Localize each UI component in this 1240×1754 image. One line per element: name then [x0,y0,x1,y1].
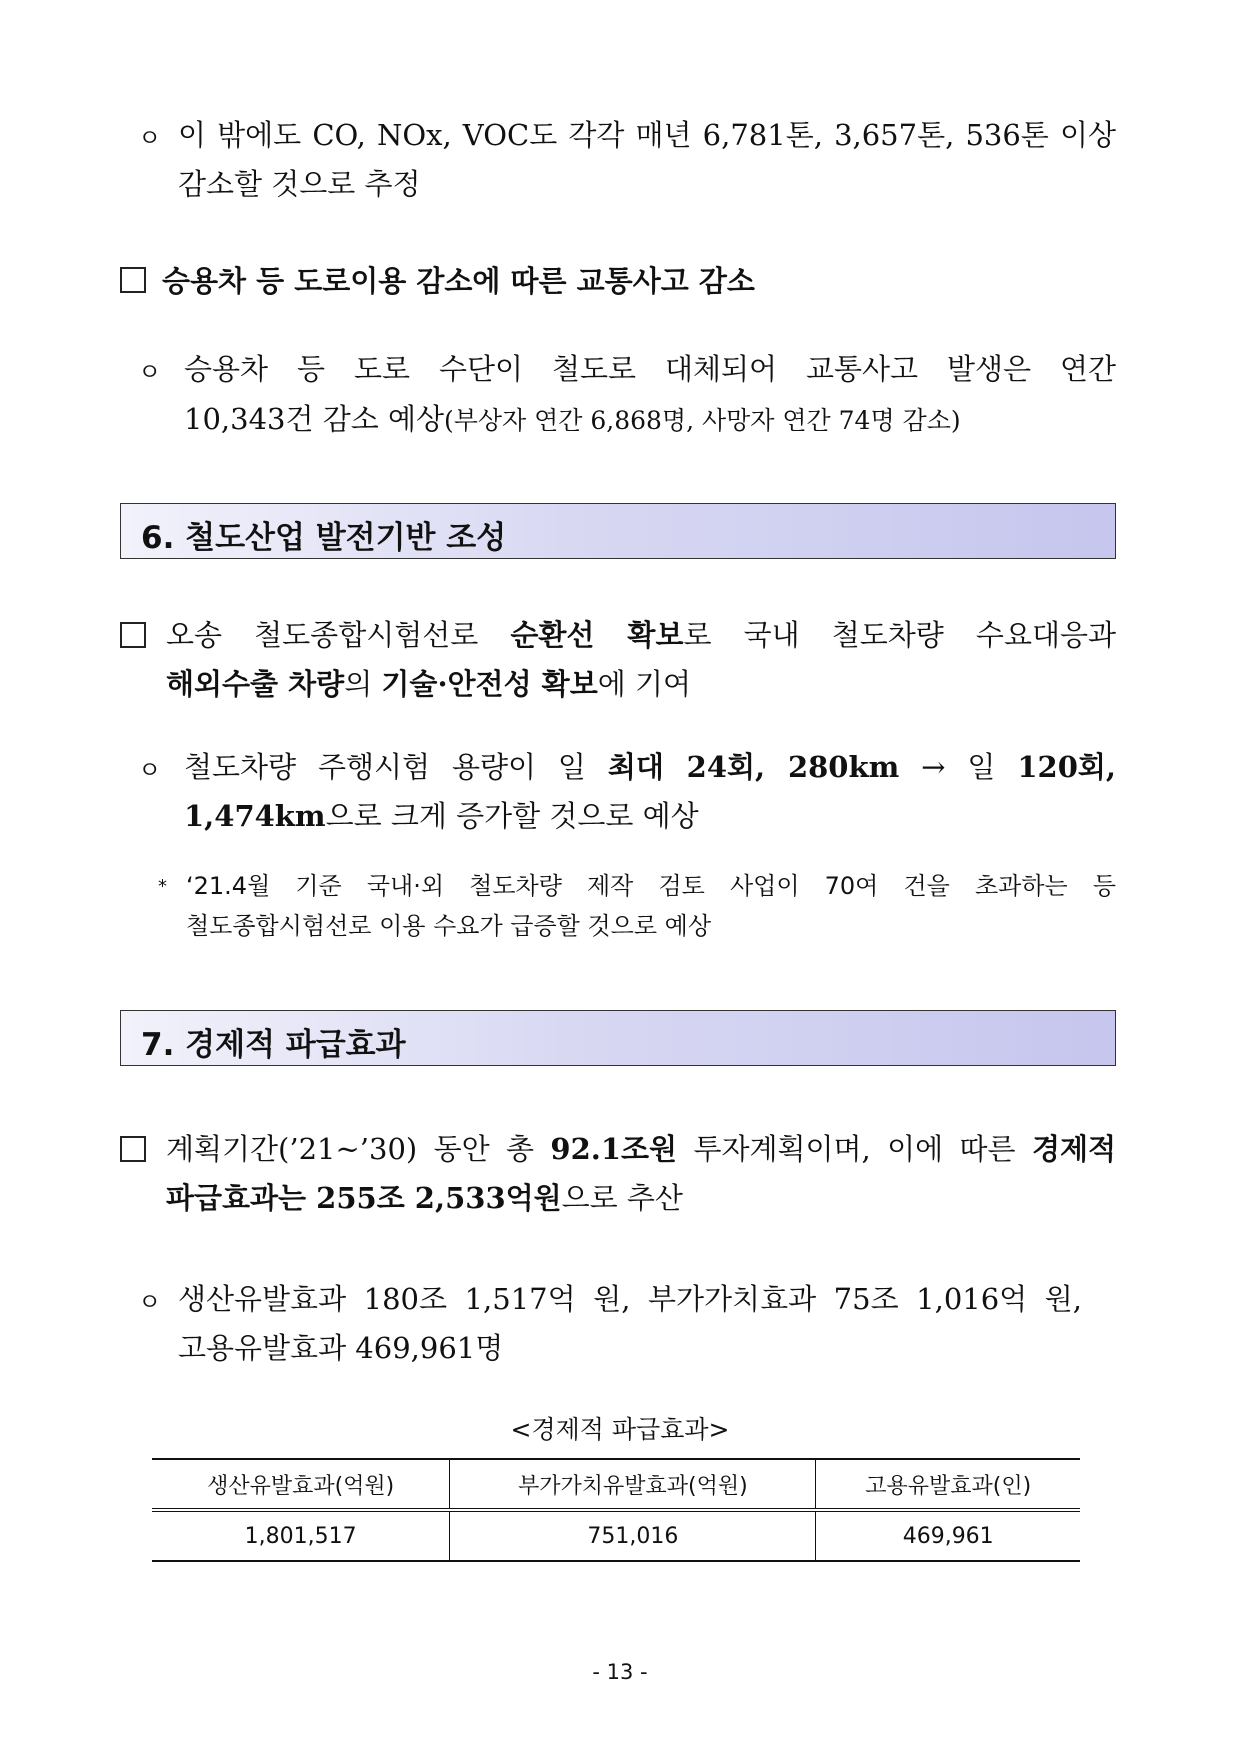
page-number: - 13 - [592,1660,648,1684]
note-star-icon: * [158,876,167,897]
paragraph-line [184,397,961,438]
bullet-circle-icon: ㅇ [138,1288,162,1316]
table-cell: 1,801,517 [152,1510,450,1561]
table-header-cell: 부가가치유발효과(억원) [450,1459,816,1510]
text-bold: 파급효과는 255조 2,533억원 [166,1181,562,1215]
checkbox-square-icon [120,1136,146,1162]
paragraph-line: 고용유발효과 469,961명 [178,1331,504,1365]
table-header-row [152,1459,1080,1510]
paragraph-line [166,1127,1116,1168]
bullet-circle-icon: ㅇ [138,358,162,386]
text-bold: 최대 24회, 280km [607,750,900,784]
text: 의 [344,667,382,701]
table-row [152,1510,1080,1561]
text-main: 10,343건 감소 예상 [184,402,444,436]
paragraph-line [166,662,691,703]
text: 에 기여 [597,667,691,701]
table-caption: <경제적 파급효과> [510,1415,730,1444]
text: 투자계획이며, 이에 따른 [677,1132,1032,1166]
table-cell: 751,016 [450,1510,816,1561]
paragraph-line: 이 밖에도 CO, NOx, VOC도 각각 매년 6,781톤, 3,657톤, 536톤 이상 [178,118,1116,152]
section-header-7 [120,1010,1116,1066]
economic-effects-table [152,1458,1080,1562]
paragraph-line: 승용차 등 도로 수단이 철도로 대체되어 교통사고 발생은 연간 [184,352,1116,386]
note-line: 철도종합시험선로 이용 수요가 급증할 것으로 예상 [186,912,712,940]
table-header-cell: 생산유발효과(억원) [152,1459,450,1510]
text-bold: 1,474km [184,799,326,833]
text-bold: 해외수출 차량 [166,667,345,701]
text: 오송 철도종합시험선로 [166,618,511,652]
section-header-6 [120,503,1116,559]
text: 로 국내 철도차량 수요대응과 [683,618,1117,652]
text: 계획기간(’21~’30) 동안 총 [166,1132,551,1166]
text-bold: 기술·안전성 확보 [381,667,598,701]
text: 철도차량 주행시험 용량이 일 [184,750,608,784]
section-title: 6. 철도산업 발전기반 조성 [141,520,507,556]
section-title: 7. 경제적 파급효과 [141,1027,406,1063]
text: 으로 크게 증가할 것으로 예상 [325,799,699,833]
subheading: 승용차 등 도로이용 감소에 따른 교통사고 감소 [162,264,755,298]
text-bold: 경제적 [1031,1132,1116,1166]
table-header-cell: 고용유발효과(인) [816,1459,1080,1510]
paragraph-line [166,613,1116,654]
text: 으로 추산 [561,1181,683,1215]
text: → 일 [899,750,1018,784]
text-paren: (부상자 연간 6,868명, 사망자 연간 74명 감소) [443,406,961,435]
table-cell: 469,961 [816,1510,1080,1561]
text-bold: 순환선 확보 [510,618,684,652]
text-bold: 92.1조원 [550,1132,678,1166]
bullet-circle-icon: ㅇ [138,124,162,152]
checkbox-square-icon [120,267,146,293]
checkbox-square-icon [120,622,146,648]
paragraph-line [184,745,1116,786]
paragraph-line [184,794,699,835]
text-bold: 120회, [1017,750,1116,784]
paragraph-line: 생산유발효과 180조 1,517억 원, 부가가치효과 75조 1,016억 원, [178,1282,1082,1316]
paragraph-line [166,1176,683,1217]
paragraph-line: 감소할 것으로 추정 [178,167,421,201]
note-line: ‘21.4월 기준 국내·외 철도차량 제작 검토 사업이 70여 건을 초과하는 등 [186,872,1116,900]
bullet-circle-icon: ㅇ [138,756,162,784]
